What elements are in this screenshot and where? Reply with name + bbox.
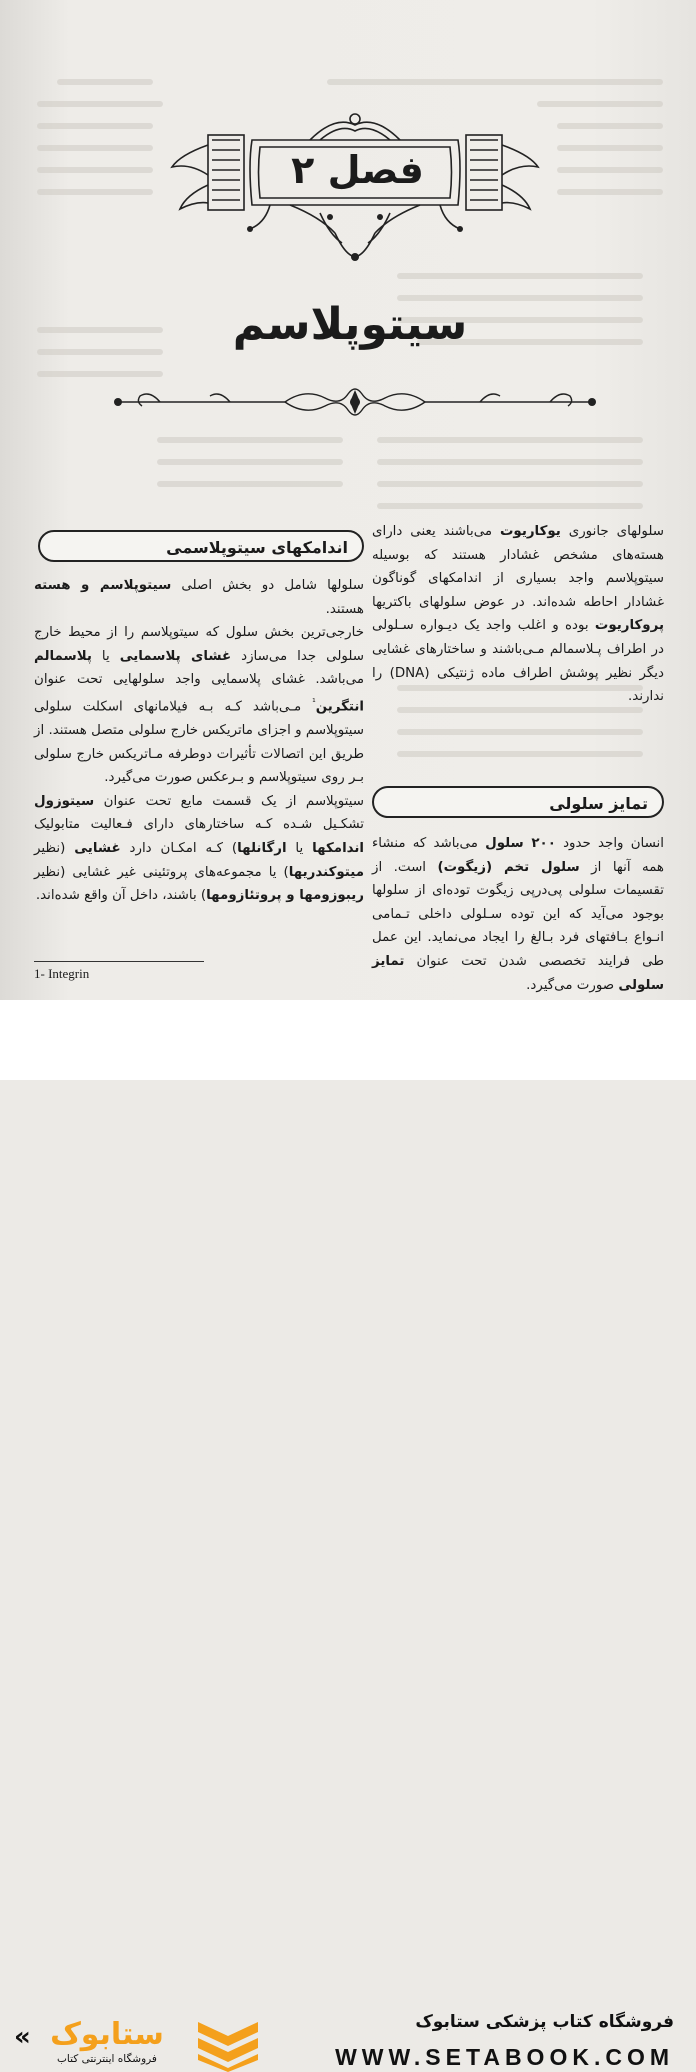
text-run: (نظیر xyxy=(34,841,75,856)
footnote: 1- Integrin xyxy=(34,966,90,981)
bold-term: پلاسمالم xyxy=(34,648,92,664)
bold-term: ریبوزومها و پروتئازومها xyxy=(206,888,364,904)
bold-term: پروکاریوت xyxy=(594,618,664,634)
chapter-number: فصل ۲ xyxy=(291,148,424,192)
bold-term: غشای پلاسمایی xyxy=(119,648,232,664)
bold-term: غشایی xyxy=(74,841,121,856)
text-run: سیتوپلاسم از یک قسمت مایع تحت عنوان xyxy=(94,793,364,809)
paragraph xyxy=(372,832,664,997)
footnote-marker: ¹ xyxy=(312,697,316,708)
bold-term: یوکاریوت xyxy=(499,524,561,539)
text-run: می‌باشد. غشای پلاسمایی واجد سلولهایی تحت عنوان xyxy=(34,672,364,688)
text-run: یا xyxy=(91,648,120,664)
text-run: سلولها شامل دو بخش اصلی xyxy=(171,578,364,593)
paragraph xyxy=(372,520,664,709)
logo-sub-text: فروشگاه اینترنتی کتاب xyxy=(57,2053,157,2065)
right-column-bottom xyxy=(372,832,664,997)
shop-name: فروشگاه کتاب پزشکی ستابوک xyxy=(415,2012,674,2032)
bold-term: اندامکها xyxy=(312,841,365,856)
paragraph xyxy=(34,621,364,790)
bold-term: تمایز سلولی xyxy=(372,953,664,993)
bold-term: انتگرین xyxy=(315,699,364,715)
text-run: می‌باشند یعنی دارای هسته‌های مشخص غشادار هستند که بوسیله سیتوپلاسم واجد بسیاری از اندامکهای گوناگون غشادار احاطه شده‌اند. در عوض سلولهای باکتریها xyxy=(372,524,664,610)
bold-term: میتوکندریها xyxy=(288,864,364,880)
section-heading-cell-differentiation: تمایز سلولی xyxy=(372,786,664,818)
text-run: سلولهای جانوری xyxy=(560,524,664,539)
book-stack-icon xyxy=(192,2018,264,2072)
text-run: خارجی‌ترین بخش سلول که سیتوپلاسم را از محیط خارج سلولی جدا می‌سازد xyxy=(34,625,364,664)
right-column-top xyxy=(372,520,664,709)
text-run: ) کـه امکـان دارد xyxy=(120,841,238,856)
watermark-banner xyxy=(0,1000,696,2070)
footnote-rule xyxy=(34,961,204,962)
bold-term: ۲۰۰ سلول xyxy=(485,836,556,851)
text-run: مـی‌باشد کـه بـه فیلامانهای اسکلت سلولی سیتوپلاسم و اجزای ماتریکس خارج سلولی متصل هستند. از طریق این اتصالات تأثیرات دوطرفه مـاتریکس خارج سلولی بـر روی سیتوپلاسم و بـرعکس صورت می‌گیرد. xyxy=(34,699,364,786)
logo-main-text: ستابوک xyxy=(50,2017,164,2052)
paragraph xyxy=(34,574,364,621)
paragraph xyxy=(34,790,364,908)
bold-term: سیتوپلاسم و هسته xyxy=(34,578,172,593)
text-run: ) باشند، داخل آن واقع شده‌اند. xyxy=(35,888,207,904)
text-run: بوده و اغلب واجد یک دیـواره سـلولی در اطراف پـلاسمالم مـی‌باشند و ساختارهای غشایی دیگر نظیر پوشش اطراف ماده ژنتیکی (DNA) را ندارند. xyxy=(372,618,664,705)
text-run: است. از تقسیمات سلولی پی‌درپی زیگوت توده‌ای از سلولها بوجود می‌آید که این توده سـلولی داخلی تـمامی انـواع بـافتهای فرد بـالغ را ایجاد می‌نماید. این عمل طی فرایند تخصصی شدن تحت عنوان xyxy=(372,859,664,969)
text-run: هستند. xyxy=(325,601,364,617)
text-run: ) یا مجموعه‌های پروتئینی غیر غشایی (نظیر xyxy=(34,864,289,880)
section-heading-cytoplasmic-organelles: اندامکهای سیتوپلاسمی xyxy=(38,530,364,562)
double-chevron-icon: « xyxy=(14,2022,31,2052)
title-divider-ornament xyxy=(110,380,600,425)
bold-term: سیتوزول xyxy=(34,793,95,809)
text-run: تشکـیل شـده کـه ساختارهای دارای فـعالیت متابولیک xyxy=(34,817,364,833)
shop-logo-text xyxy=(32,2018,182,2066)
text-run: صورت می‌گیرد. xyxy=(526,977,619,993)
shop-url: WWW.SETABOOK.COM xyxy=(335,2044,674,2070)
text-run: می‌باشد که منشاء همه آنها از xyxy=(372,836,664,875)
text-run: یا xyxy=(286,841,313,856)
text-run: انسان واجد حدود xyxy=(555,836,665,851)
left-column xyxy=(34,574,364,908)
book-page xyxy=(0,0,696,1000)
bold-term: ارگانلها xyxy=(237,841,287,856)
bold-term: سلول تخم (زیگوت) xyxy=(437,859,580,875)
chapter-title: سیتوپلاسم xyxy=(232,299,468,350)
